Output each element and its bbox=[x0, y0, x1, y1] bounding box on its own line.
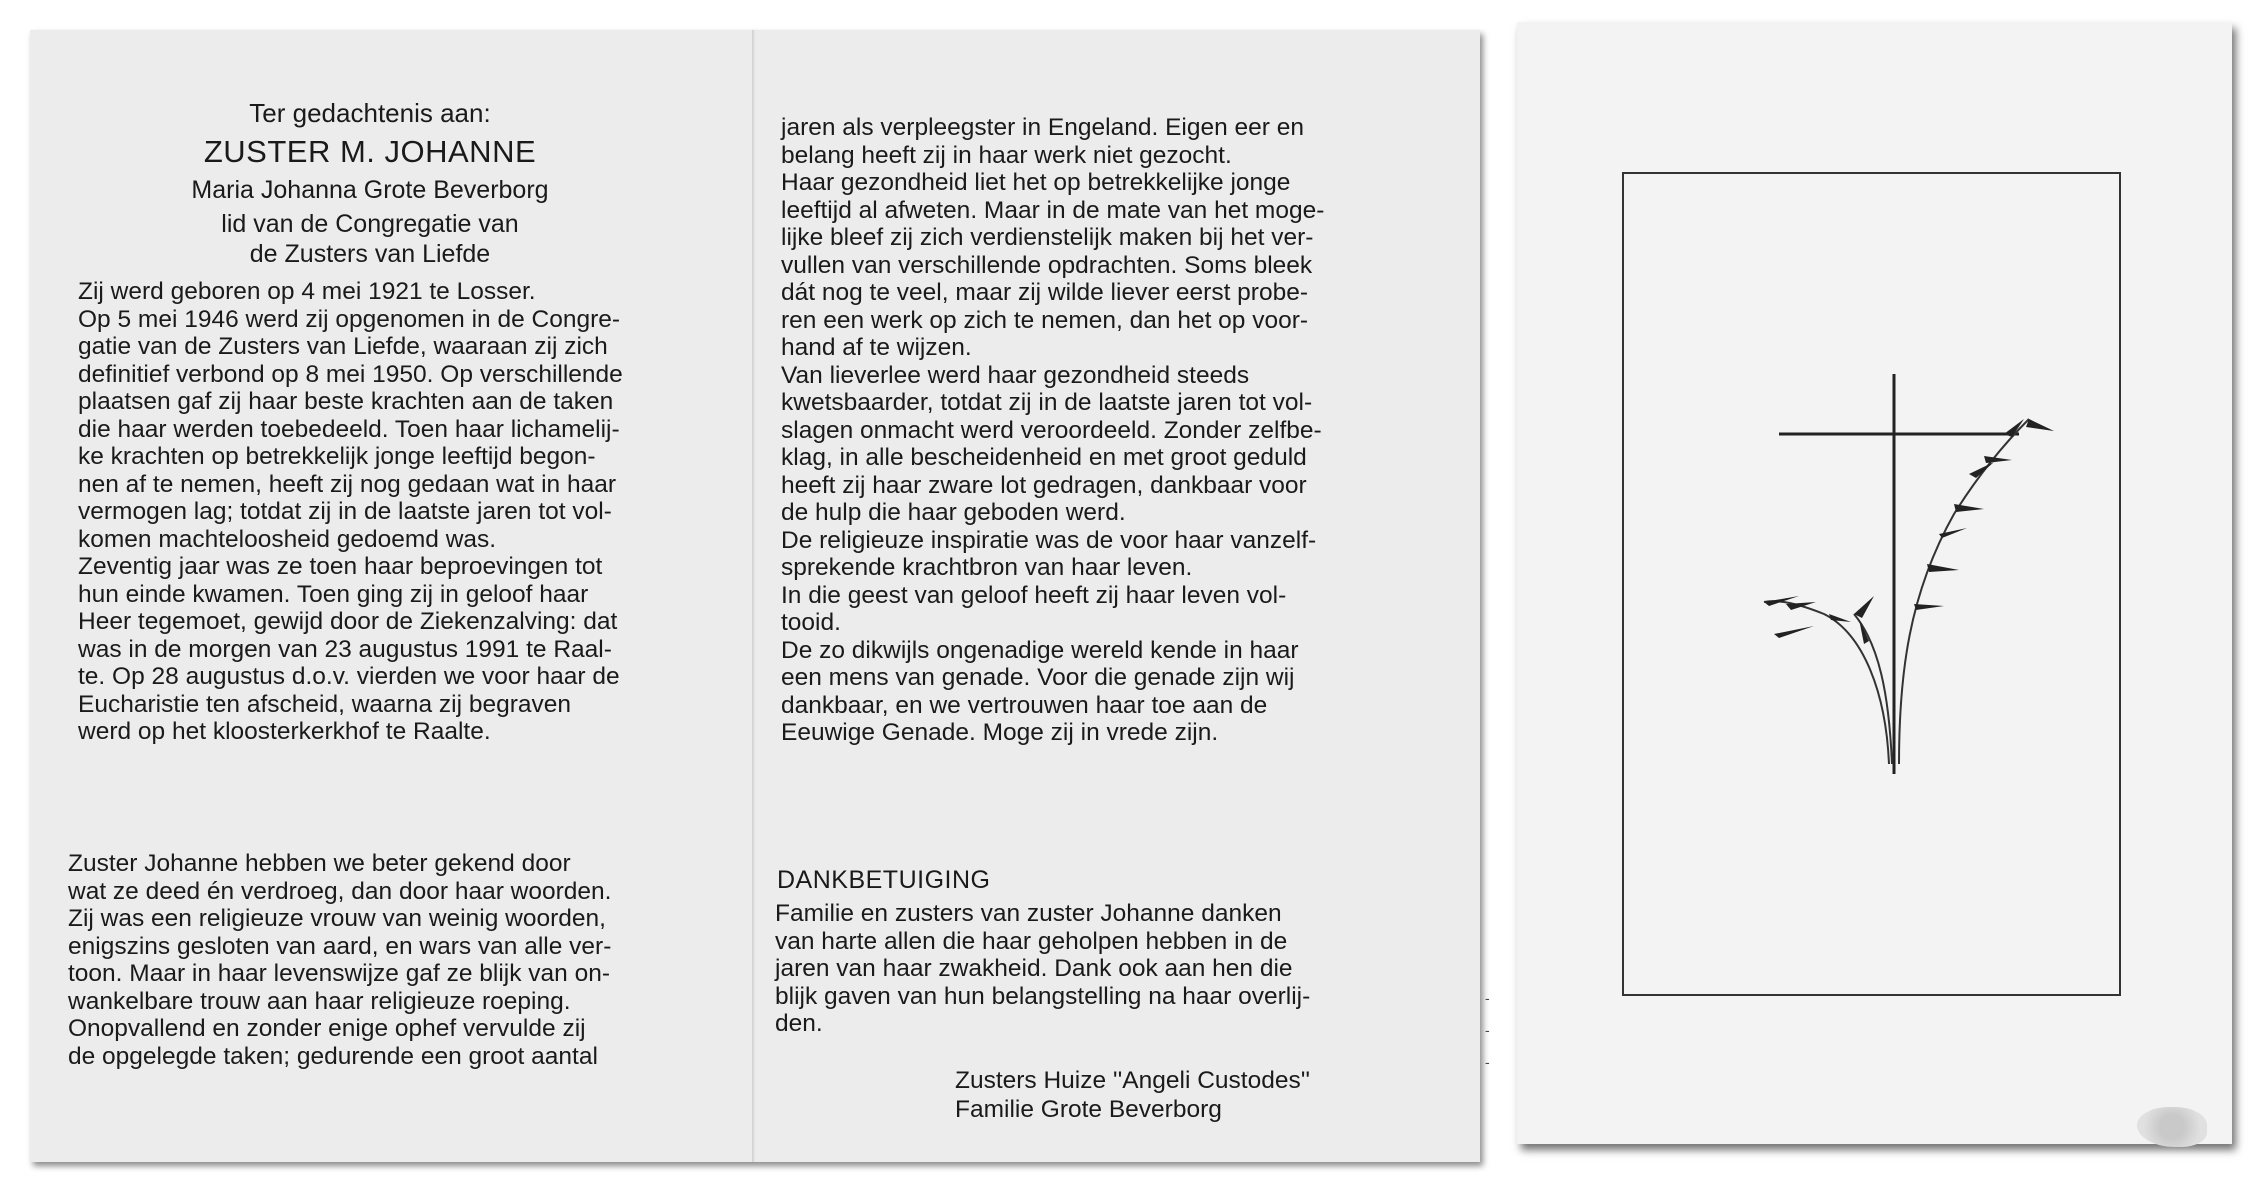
text-line: nen af te nemen, heeft zij nog gedaan wat in haar bbox=[78, 470, 617, 498]
text-line: een mens van genade. Voor die genade zijn wij bbox=[781, 664, 1295, 691]
text-line: Zij was een religieuze vrouw van weinig woorden, bbox=[68, 905, 606, 932]
text-line: van harte allen die haar geholpen hebben in de bbox=[775, 927, 1288, 955]
text-line: Eucharistie ten afscheid, waarna zij begraven bbox=[78, 690, 572, 718]
text-line: In die geest van geloof heeft zij haar leven vol- bbox=[781, 581, 1287, 609]
text-line: ke krachten op betrekkelijk jonge leeftijd begon- bbox=[78, 443, 596, 470]
biography-paragraph-1 bbox=[78, 278, 718, 746]
text-line: komen machteloosheid gedoemd was. bbox=[78, 525, 497, 553]
congregation-line-1: lid van de Congregatie van bbox=[221, 210, 519, 238]
memorial-card-inside bbox=[30, 30, 1480, 1162]
card-stain bbox=[2137, 1107, 2207, 1147]
text-line: heeft zij haar zware lot gedragen, dankbaar voor bbox=[781, 471, 1307, 499]
scan-marks: - - - bbox=[1485, 990, 1490, 1070]
text-line: hand af te wijzen. bbox=[781, 334, 972, 361]
text-line: kwetsbaarder, totdat zij in de laatste jaren tot vol- bbox=[781, 389, 1313, 416]
text-line: plaatsen gaf zij haar beste krachten aan de taken bbox=[78, 388, 614, 415]
signature-line-1: Zusters Huize ''Angeli Custodes'' bbox=[955, 1067, 1311, 1094]
text-line: Op 5 mei 1946 werd zij opgenomen in de Congre- bbox=[78, 305, 621, 333]
biography-paragraph-2 bbox=[68, 850, 718, 1070]
thanks-paragraph bbox=[775, 900, 1435, 1038]
text-line: hun einde kwamen. Toen ging zij in geloof haar bbox=[78, 580, 589, 608]
text-line: blijk gaven van hun belangstelling na haar overlij- bbox=[775, 982, 1311, 1010]
text-line: jaren van haar zwakheid. Dank ook aan hen die bbox=[775, 955, 1293, 982]
text-line: de opgelegde taken; gedurende een groot aantal bbox=[68, 1042, 598, 1070]
text-line: wankelbare trouw aan haar religieuze roeping. bbox=[68, 987, 571, 1015]
text-line: vullen van verschillende opdrachten. Soms bleek bbox=[781, 251, 1313, 279]
text-line: sprekende krachtbron van haar leven. bbox=[781, 554, 1193, 581]
text-line: Zeventig jaar was ze toen haar beproevingen tot bbox=[78, 553, 603, 580]
text-line: tooid. bbox=[781, 609, 841, 636]
text-line: Heer tegemoet, gewijd door de Ziekenzalving: dat bbox=[78, 608, 618, 635]
text-line: De religieuze inspiratie was de voor haar vanzelf- bbox=[781, 526, 1317, 554]
text-line: wat ze deed én verdroeg, dan door haar woorden. bbox=[68, 877, 612, 905]
text-line: werd op het kloosterkerkhof te Raalte. bbox=[78, 718, 491, 745]
cross-with-reeds-icon bbox=[1624, 174, 2119, 994]
text-line: enigszins gesloten van aard, en wars van alle ver- bbox=[68, 932, 612, 960]
text-line: leeftijd al afweten. Maar in de mate van het moge- bbox=[781, 196, 1325, 224]
thanks-heading: DANKBETUIGING bbox=[777, 866, 991, 894]
text-line: die haar werden toebedeeld. Toen haar lichamelij- bbox=[78, 415, 620, 443]
text-line: belang heeft zij in haar werk niet gezocht. bbox=[781, 141, 1232, 169]
congregation-line-2: de Zusters van Liefde bbox=[249, 240, 491, 268]
text-line: was in de morgen van 23 augustus 1991 te Raal- bbox=[78, 635, 612, 663]
text-line: slagen onmacht werd veroordeeld. Zonder zelfbe- bbox=[781, 416, 1322, 444]
text-line: dát nog te veel, maar zij wilde liever eerst probe- bbox=[781, 279, 1309, 306]
text-line: vermogen lag; totdat zij in de laatste jaren tot vol- bbox=[78, 498, 612, 525]
text-line: Van lieverlee werd haar gezondheid steeds bbox=[781, 361, 1250, 389]
right-page bbox=[755, 30, 1480, 1162]
text-line: klag, in alle bescheidenheid en met groot geduld bbox=[781, 444, 1307, 471]
intro-text: Ter gedachtenis aan: bbox=[249, 98, 491, 128]
text-line: definitief verbond op 8 mei 1950. Op verschillende bbox=[78, 360, 623, 388]
text-line: lijke bleef zij zich verdienstelijk maken bij het ver- bbox=[781, 224, 1314, 251]
text-line: te. Op 28 augustus d.o.v. vierden we voor haar de bbox=[78, 663, 620, 690]
memorial-card-front bbox=[1517, 22, 2232, 1144]
biography-paragraph-3 bbox=[781, 114, 1441, 747]
text-line: dankbaar, en we vertrouwen haar toe aan de bbox=[781, 691, 1268, 719]
deceased-name: ZUSTER M. JOHANNE bbox=[203, 134, 537, 169]
text-line: den. bbox=[775, 1010, 823, 1037]
text-line: Zuster Johanne hebben we beter gekend door bbox=[68, 850, 571, 877]
card-frame bbox=[1622, 172, 2121, 996]
text-line: De zo dikwijls ongenadige wereld kende in haar bbox=[781, 636, 1299, 664]
full-name: Maria Johanna Grote Beverborg bbox=[191, 176, 549, 204]
left-page bbox=[30, 30, 752, 1162]
text-line: gatie van de Zusters van Liefde, waaraan zij zich bbox=[78, 333, 608, 360]
signature-line-2: Familie Grote Beverborg bbox=[955, 1096, 1222, 1123]
text-line: Familie en zusters van zuster Johanne danken bbox=[775, 900, 1282, 927]
text-line: Eeuwige Genade. Moge zij in vrede zijn. bbox=[781, 719, 1219, 746]
text-line: toon. Maar in haar levenswijze gaf ze blijk van on- bbox=[68, 960, 611, 987]
text-line: ren een werk op zich te nemen, dan het op voor- bbox=[781, 306, 1309, 334]
text-line: Onopvallend en zonder enige ophef vervulde zij bbox=[68, 1015, 586, 1042]
text-line: jaren als verpleegster in Engeland. Eigen eer en bbox=[781, 114, 1305, 141]
text-line: de hulp die haar geboden werd. bbox=[781, 499, 1126, 526]
text-line: Haar gezondheid liet het op betrekkelijke jonge bbox=[781, 169, 1291, 196]
text-line: Zij werd geboren op 4 mei 1921 te Losser. bbox=[78, 278, 536, 305]
